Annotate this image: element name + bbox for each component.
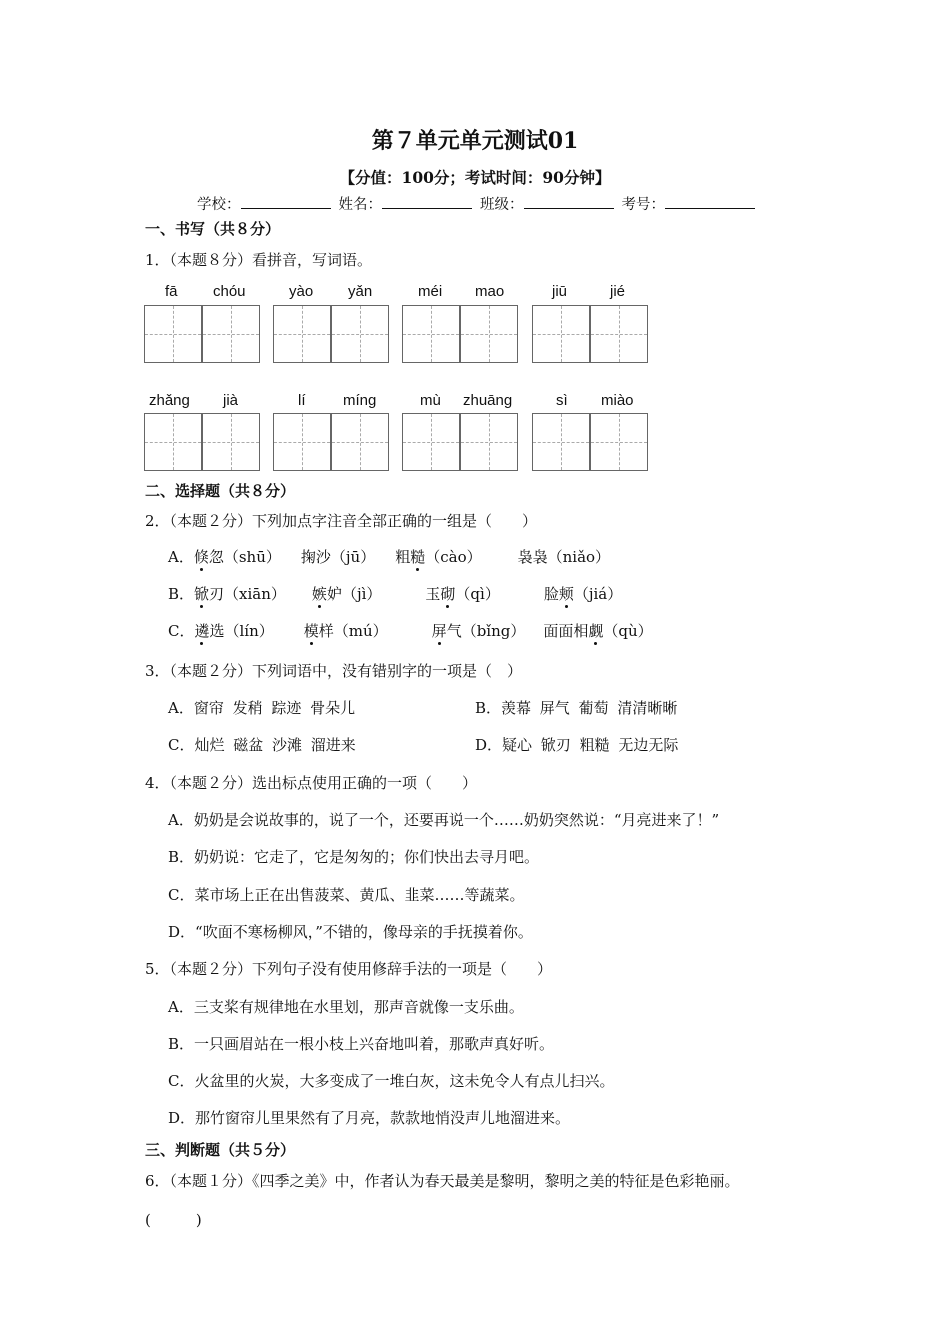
option-text: 玉 [425, 585, 441, 603]
name-blank[interactable] [382, 194, 472, 209]
writing-grid-cell[interactable] [331, 413, 389, 471]
name-label: 姓名： [338, 197, 382, 213]
question-5-option-c[interactable]: C．火盆里的火炭，大多变成了一堆白灰，这未免令人有点儿扫兴。 [168, 1072, 615, 1090]
question-2-option-a[interactable] [168, 546, 610, 567]
dotted-char: 倏 [193, 548, 209, 566]
question-5-option-a[interactable]: A．三支桨有规律地在水里划，那声音就像一支乐曲。 [168, 998, 524, 1016]
option-letter: C． [168, 622, 195, 640]
pinyin: lí [298, 392, 306, 409]
option-text: 粗 [395, 548, 411, 566]
question-3-stem: 3．（本题２分）下列词语中，没有错别字的一项是（ ） [145, 662, 523, 680]
section-2-heading: 二、选择题（共８分） [145, 482, 296, 500]
writing-grid-cell[interactable] [273, 413, 331, 471]
question-4-option-a[interactable]: A．奶奶是会说故事的，说了一个，还要再说一个……奶奶突然说：“月亮进来了！” [168, 811, 720, 829]
option-text: （qì） [455, 585, 500, 603]
pinyin: míng [343, 392, 377, 409]
writing-grid-cell[interactable] [273, 305, 331, 363]
writing-grid-cell[interactable] [144, 305, 202, 363]
option-text: 妒（jì） [326, 585, 382, 603]
question-2-option-c[interactable] [168, 620, 653, 641]
option-text: 忽（shū） [208, 548, 281, 566]
writing-grid-cell[interactable] [202, 305, 260, 363]
question-2-stem: 2．（本题２分）下列加点字注音全部正确的一组是（ ） [145, 512, 538, 530]
question-4-option-b[interactable]: B．奶奶说：它走了，它是匆匆的；你们快出去寻月吧。 [168, 848, 540, 866]
option-text: 刃（xiān） [209, 585, 286, 603]
section-1-heading: 一、书写（共８分） [145, 220, 281, 238]
question-4-stem: 4．（本题２分）选出标点使用正确的一项（ ） [145, 774, 478, 792]
writing-grid-cell[interactable] [532, 305, 590, 363]
option-text: 脸 [543, 585, 559, 603]
question-3-option-a[interactable]: A．窗帘 发稍 踪迹 骨朵儿 [168, 699, 356, 717]
question-5-option-d[interactable]: D．那竹窗帘儿里果然有了月亮，款款地悄没声儿地溜进来。 [168, 1109, 571, 1127]
pinyin: jià [223, 392, 239, 409]
dotted-char: 遴 [194, 622, 210, 640]
question-5-stem: 5．（本题２分）下列句子没有使用修辞手法的一项是（ ） [145, 960, 553, 978]
option-text: （cào） [425, 548, 482, 566]
writing-grid-cell[interactable] [402, 413, 460, 471]
writing-grid-cell[interactable] [590, 305, 648, 363]
exam-number-blank[interactable] [665, 194, 755, 209]
option-letter: A． [168, 548, 194, 566]
question-5-option-b[interactable]: B．一只画眉站在一根小枝上兴奋地叫着，那歌声真好听。 [168, 1035, 555, 1053]
pinyin: chóu [213, 283, 246, 300]
option-text: 样（mú） [318, 622, 388, 640]
option-letter: B． [168, 585, 195, 603]
section-3-heading: 三、判断题（共５分） [145, 1141, 296, 1159]
pinyin: zhǎng [149, 392, 190, 409]
writing-grid-cell[interactable] [460, 413, 518, 471]
school-label: 学校： [197, 197, 241, 213]
writing-grid-cell[interactable] [460, 305, 518, 363]
question-6-stem: 6．（本题１分）《四季之美》中，作者认为春天最美是黎明，黎明之美的特征是色彩艳丽。 [145, 1172, 740, 1190]
writing-grid-cell[interactable] [202, 413, 260, 471]
question-4-option-c[interactable]: C．菜市场上正在出售菠菜、黄瓜、韭菜……等蔬菜。 [168, 886, 525, 904]
question-2-option-b[interactable] [168, 583, 622, 604]
page-title: 第７单元单元测试01 [371, 128, 579, 154]
pinyin: jiū [552, 283, 568, 300]
question-3-option-d[interactable]: D．疑心 锨刃 粗糙 无边无际 [475, 736, 679, 754]
dotted-char: 颊 [558, 585, 574, 603]
dotted-char: 觑 [588, 622, 604, 640]
question-1-stem: 1．（本题８分）看拼音，写词语。 [145, 251, 373, 269]
pinyin: fā [165, 283, 178, 300]
option-text: 面面相 [543, 622, 589, 640]
option-text: 掬沙（ [300, 548, 346, 566]
question-3-option-c[interactable]: C．灿烂 磁盆 沙滩 溜进来 [168, 736, 356, 754]
dotted-char: 模 [303, 622, 319, 640]
option-text: 气（bǐng） [446, 622, 526, 640]
pinyin: mù [420, 392, 441, 409]
question-4-option-d[interactable]: D．“吹面不寒杨柳风，”不错的，像母亲的手抚摸着你。 [168, 923, 533, 941]
dotted-char: 锨 [194, 585, 210, 603]
pinyin: miào [601, 392, 634, 409]
option-text: jū） [345, 548, 376, 566]
score-time-info: 【分值：100分；考试时间：90分钟】 [339, 168, 611, 187]
dotted-char: 砌 [440, 585, 456, 603]
writing-grid-cell[interactable] [331, 305, 389, 363]
class-label: 班级： [480, 197, 524, 213]
option-text: （jiá） [573, 585, 623, 603]
writing-grid-cell[interactable] [402, 305, 460, 363]
pinyin: jié [610, 283, 626, 300]
class-blank[interactable] [524, 194, 614, 209]
school-blank[interactable] [241, 194, 331, 209]
pinyin: yǎn [348, 283, 373, 300]
writing-grid-cell[interactable] [532, 413, 590, 471]
writing-grid-cell[interactable] [144, 413, 202, 471]
pinyin: sì [556, 392, 568, 409]
student-info-fields [197, 193, 763, 214]
dotted-char: 屏 [431, 622, 447, 640]
question-3-option-b[interactable]: B．羡幕 屏气 葡萄 清清晰晰 [475, 699, 678, 717]
pinyin: mao [475, 283, 505, 300]
option-text: 袅袅（niǎo） [517, 548, 611, 566]
pinyin: méi [418, 283, 443, 300]
exam-number-label: 考号： [621, 197, 665, 213]
pinyin: zhuāng [463, 392, 513, 409]
option-text: （qù） [603, 622, 653, 640]
dotted-char: 糙 [410, 548, 426, 566]
writing-grid-cell[interactable] [590, 413, 648, 471]
pinyin: yào [289, 283, 314, 300]
answer-parentheses[interactable]: ( ) [145, 1211, 202, 1229]
dotted-char: 嫉 [311, 585, 327, 603]
option-text: 选（lín） [209, 622, 274, 640]
